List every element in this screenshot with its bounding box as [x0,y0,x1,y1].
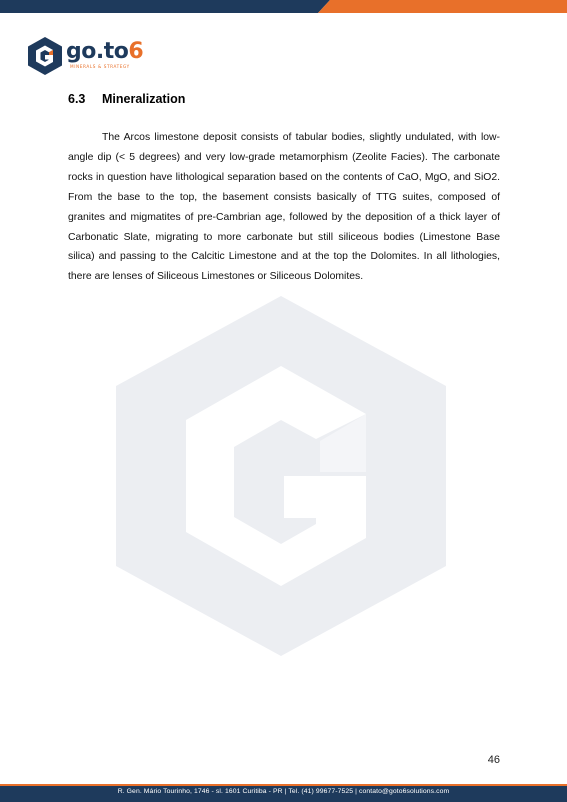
hexagon-g-watermark-icon [116,296,446,656]
company-logo [26,36,156,80]
logo-tagline: MINERALS & STRATEGY [70,64,130,69]
section-heading [68,92,185,106]
section-number: 6.3 [68,92,86,106]
top-color-bar [0,0,567,13]
hexagon-g-logo-icon [26,36,64,76]
footer-accent-line [0,784,567,786]
logo-wordmark: go.to6 [66,39,144,64]
footer-contact-text: R. Gen. Mário Tourinho, 1746 - sl. 1601 Curitiba - PR | Tel. (41) 99677-7525 | contato@goto6solutions.com [117,788,450,795]
page-number: 46 [487,754,500,766]
footer-bar [0,784,567,802]
body-paragraph: The Arcos limestone deposit consists of tabular bodies, slightly undulated, with low-angle dip (< 5 degrees) and very low-grade metamorphism (Zeolite Facies). The carbonate rocks in question have lithological separation based on the contents of CaO, MgO, and SiO2. From the base to the top, the basement consists basically of TTG suites, composed of granites and migmatites of pre-Cambrian age, followed by the deposition of a thick layer of Carbonatic Slate, migrating to more carbonate but still siliceous bodies (Limestone Base silica) and passing to the Calcitic Limestone and at the top the Dolomites. In all lithologies, there are lenses of Siliceous Limestones or Siliceous Dolomites. [68,132,500,283]
section-title: Mineralization [102,92,186,106]
